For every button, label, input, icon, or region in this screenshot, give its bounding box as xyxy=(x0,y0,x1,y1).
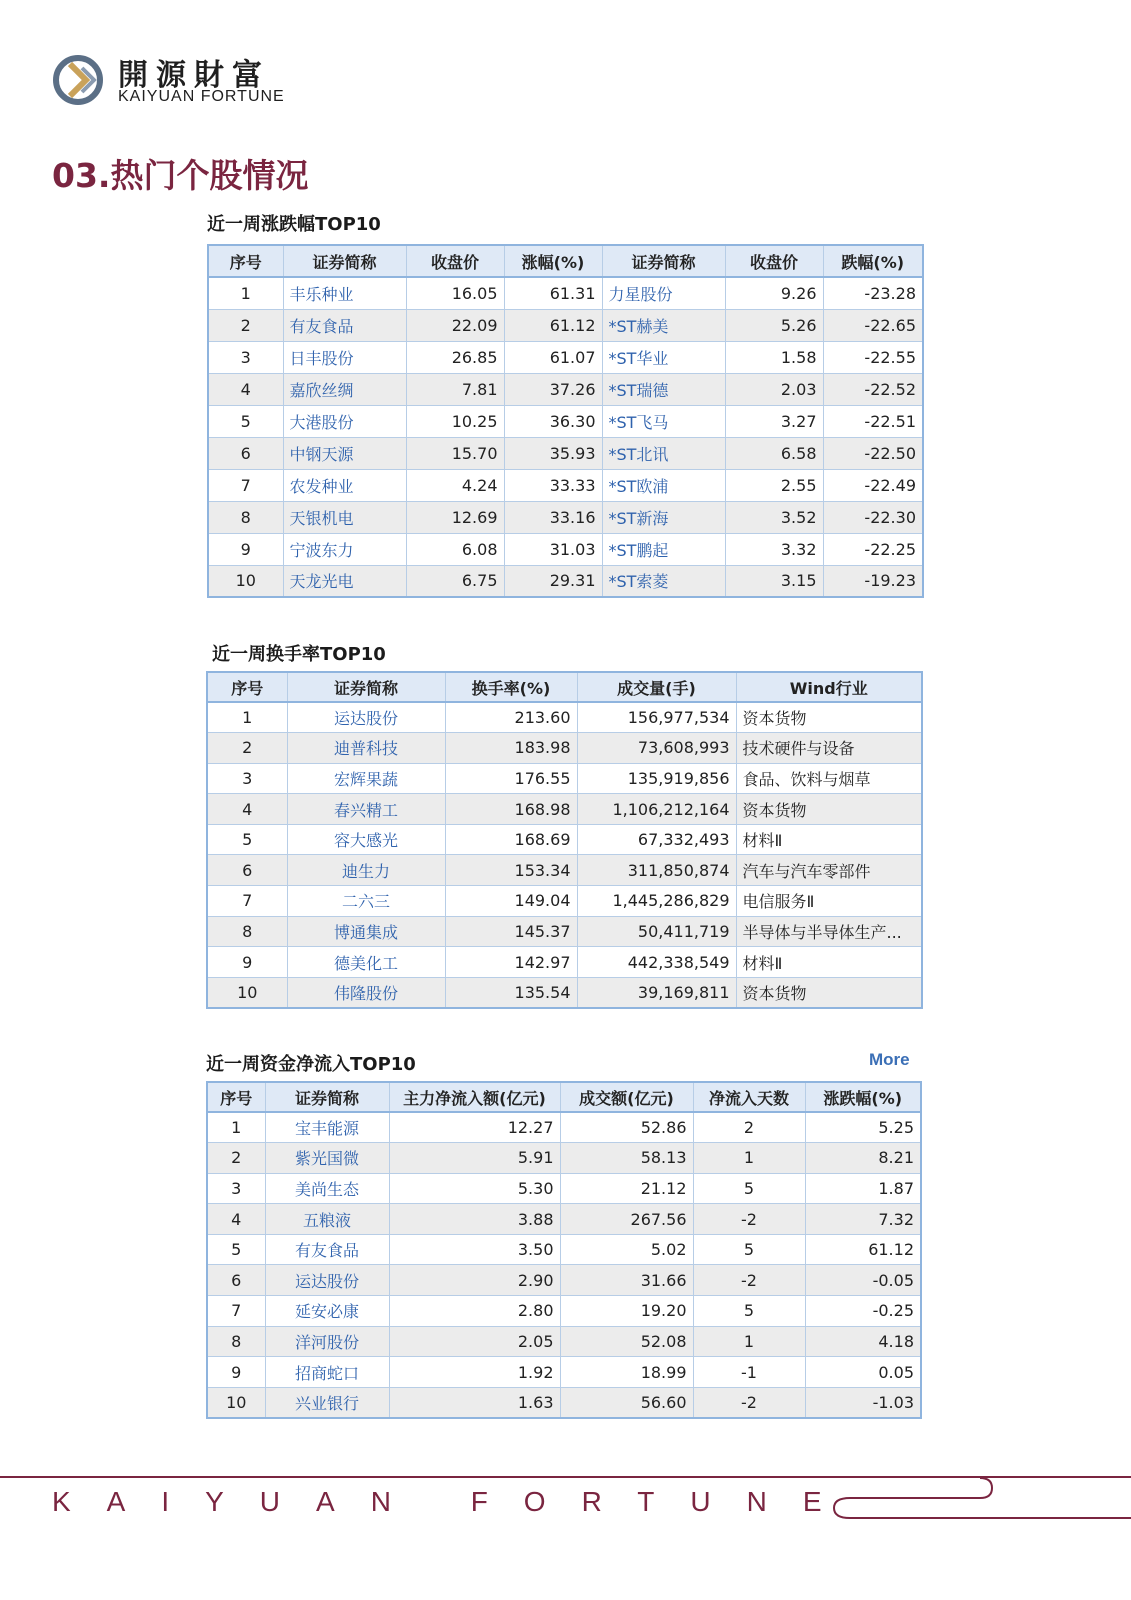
table-cell: 5.91 xyxy=(389,1143,560,1174)
table-cell: 9.26 xyxy=(725,277,823,309)
stock-name-link[interactable]: 宁波东力 xyxy=(283,533,406,565)
table-cell: 8 xyxy=(208,501,283,533)
table-cell: 5 xyxy=(207,824,287,855)
table-row xyxy=(207,1204,921,1235)
stock-name-link[interactable]: 力星股份 xyxy=(602,277,725,309)
column-header: 涨跌幅(%) xyxy=(805,1082,921,1112)
table-cell: 2 xyxy=(207,733,287,764)
table-cell: 168.98 xyxy=(445,794,577,825)
stock-name-link[interactable]: 大港股份 xyxy=(283,405,406,437)
table-cell: 7.81 xyxy=(406,373,504,405)
column-header: 成交额(亿元) xyxy=(560,1082,693,1112)
table-cell: -2 xyxy=(693,1204,805,1235)
stock-name-link[interactable]: 日丰股份 xyxy=(283,341,406,373)
table-row xyxy=(208,277,923,309)
table-cell: 3.88 xyxy=(389,1204,560,1235)
table-cell: 2 xyxy=(207,1143,265,1174)
table-cell: 2.55 xyxy=(725,469,823,501)
stock-name-link[interactable]: *ST赫美 xyxy=(602,309,725,341)
table-row xyxy=(208,437,923,469)
column-header: 收盘价 xyxy=(406,245,504,277)
table1-title: 近一周涨跌幅TOP10 xyxy=(207,214,381,235)
table-cell: 半导体与半导体生产... xyxy=(736,916,922,947)
table-cell: 33.16 xyxy=(504,501,602,533)
table-cell: 0.05 xyxy=(805,1357,921,1388)
stock-name-link[interactable]: *ST索菱 xyxy=(602,565,725,597)
table-cell: 22.09 xyxy=(406,309,504,341)
table-cell: 9 xyxy=(208,533,283,565)
table-cell: 5 xyxy=(208,405,283,437)
stock-name-link[interactable]: 有友食品 xyxy=(265,1234,389,1265)
table-cell: 442,338,549 xyxy=(577,947,736,978)
brand-name-en: KAIYUAN FORTUNE xyxy=(118,88,285,105)
table-cell: 3.32 xyxy=(725,533,823,565)
table-cell: 156,977,534 xyxy=(577,702,736,733)
table-cell: 汽车与汽车零部件 xyxy=(736,855,922,886)
table-cell: 142.97 xyxy=(445,947,577,978)
table-cell: 5 xyxy=(207,1234,265,1265)
table-cell: 37.26 xyxy=(504,373,602,405)
stock-name-link[interactable]: *ST鹏起 xyxy=(602,533,725,565)
table-cell: 1 xyxy=(208,277,283,309)
table-cell: 2.90 xyxy=(389,1265,560,1296)
table-cell: 2.05 xyxy=(389,1326,560,1357)
column-header: 证券简称 xyxy=(602,245,725,277)
table-cell: 1.92 xyxy=(389,1357,560,1388)
table-cell: 145.37 xyxy=(445,916,577,947)
table-cell: 1 xyxy=(207,702,287,733)
table-cell: 58.13 xyxy=(560,1143,693,1174)
table-cell: 311,850,874 xyxy=(577,855,736,886)
table-cell: 39,169,811 xyxy=(577,977,736,1008)
table2-title: 近一周换手率TOP10 xyxy=(212,644,386,665)
table-cell: 36.30 xyxy=(504,405,602,437)
turnover-top10-table xyxy=(206,671,923,1009)
table-cell: 1,106,212,164 xyxy=(577,794,736,825)
table-cell: 6.75 xyxy=(406,565,504,597)
table-cell: 5.25 xyxy=(805,1112,921,1143)
table-cell: -2 xyxy=(693,1387,805,1418)
table-cell: 8.21 xyxy=(805,1143,921,1174)
table-cell: 2.03 xyxy=(725,373,823,405)
table-cell: 21.12 xyxy=(560,1173,693,1204)
table-cell: -22.55 xyxy=(823,341,923,373)
price-change-top10-table xyxy=(207,244,924,598)
stock-name-link[interactable]: 兴业银行 xyxy=(265,1387,389,1418)
table-cell: 3.52 xyxy=(725,501,823,533)
table-row xyxy=(207,916,922,947)
table-cell: 176.55 xyxy=(445,763,577,794)
table-cell: 电信服务Ⅱ xyxy=(736,886,922,917)
more-link[interactable]: More xyxy=(869,1050,910,1069)
table-cell: 26.85 xyxy=(406,341,504,373)
stock-name-link[interactable]: 运达股份 xyxy=(287,702,445,733)
table-row xyxy=(207,1234,921,1265)
table-cell: 1.87 xyxy=(805,1173,921,1204)
column-header: 换手率(%) xyxy=(445,672,577,702)
stock-name-link[interactable]: *ST欧浦 xyxy=(602,469,725,501)
table-cell: 52.86 xyxy=(560,1112,693,1143)
table-cell: 资本货物 xyxy=(736,702,922,733)
column-header: 跌幅(%) xyxy=(823,245,923,277)
table-cell: 2 xyxy=(693,1112,805,1143)
table-cell: -1.03 xyxy=(805,1387,921,1418)
stock-name-link[interactable]: 容大感光 xyxy=(287,824,445,855)
table-cell: 4 xyxy=(208,373,283,405)
stock-name-link[interactable]: 嘉欣丝绸 xyxy=(283,373,406,405)
stock-name-link[interactable]: 运达股份 xyxy=(265,1265,389,1296)
table-cell: -1 xyxy=(693,1357,805,1388)
column-header: 序号 xyxy=(207,1082,265,1112)
table-cell: 35.93 xyxy=(504,437,602,469)
table-row xyxy=(208,565,923,597)
table-row xyxy=(208,309,923,341)
table-row xyxy=(208,405,923,437)
stock-name-link[interactable]: 有友食品 xyxy=(283,309,406,341)
table-cell: 10 xyxy=(207,1387,265,1418)
stock-name-link[interactable]: 五粮液 xyxy=(265,1204,389,1235)
table-cell: -0.25 xyxy=(805,1296,921,1327)
stock-name-link[interactable]: 天银机电 xyxy=(283,501,406,533)
table-cell: 168.69 xyxy=(445,824,577,855)
table-cell: 19.20 xyxy=(560,1296,693,1327)
table-row xyxy=(207,794,922,825)
table-cell: 10 xyxy=(207,977,287,1008)
table-row xyxy=(207,1112,921,1143)
table-cell: 材料Ⅱ xyxy=(736,824,922,855)
table-row xyxy=(208,501,923,533)
table-cell: 1 xyxy=(693,1143,805,1174)
table-cell: 52.08 xyxy=(560,1326,693,1357)
table-cell: -22.51 xyxy=(823,405,923,437)
column-header: 净流入天数 xyxy=(693,1082,805,1112)
table-cell: 18.99 xyxy=(560,1357,693,1388)
column-header: 证券简称 xyxy=(283,245,406,277)
table-cell: 267.56 xyxy=(560,1204,693,1235)
stock-name-link[interactable]: *ST新海 xyxy=(602,501,725,533)
table-cell: 5.30 xyxy=(389,1173,560,1204)
table-row xyxy=(207,733,922,764)
table-cell: 5 xyxy=(693,1234,805,1265)
table-row xyxy=(207,1296,921,1327)
stock-name-link[interactable]: 农发种业 xyxy=(283,469,406,501)
table-cell: 1.58 xyxy=(725,341,823,373)
table-cell: 6 xyxy=(207,1265,265,1296)
stock-name-link[interactable]: 招商蛇口 xyxy=(265,1357,389,1388)
table-cell: 7.32 xyxy=(805,1204,921,1235)
table-cell: 183.98 xyxy=(445,733,577,764)
table-cell: 73,608,993 xyxy=(577,733,736,764)
table-row xyxy=(208,533,923,565)
table-cell: -0.05 xyxy=(805,1265,921,1296)
column-header: Wind行业 xyxy=(736,672,922,702)
table-cell: 16.05 xyxy=(406,277,504,309)
stock-name-link[interactable]: 伟隆股份 xyxy=(287,977,445,1008)
table-cell: 5.02 xyxy=(560,1234,693,1265)
table3-title: 近一周资金净流入TOP10 xyxy=(206,1054,416,1075)
table-row xyxy=(207,1265,921,1296)
stock-name-link[interactable]: 洋河股份 xyxy=(265,1326,389,1357)
stock-name-link[interactable]: 丰乐种业 xyxy=(283,277,406,309)
table-cell: 153.34 xyxy=(445,855,577,886)
stock-name-link[interactable]: 春兴精工 xyxy=(287,794,445,825)
stock-name-link[interactable]: 延安必康 xyxy=(265,1296,389,1327)
table-cell: 资本货物 xyxy=(736,794,922,825)
table-cell: 6.08 xyxy=(406,533,504,565)
table-row xyxy=(208,341,923,373)
table-cell: 135,919,856 xyxy=(577,763,736,794)
brand-logo xyxy=(52,50,292,110)
table-cell: -23.28 xyxy=(823,277,923,309)
table-cell: 材料Ⅱ xyxy=(736,947,922,978)
table-cell: 33.33 xyxy=(504,469,602,501)
stock-name-link[interactable]: *ST飞马 xyxy=(602,405,725,437)
stock-name-link[interactable]: *ST北讯 xyxy=(602,437,725,469)
table-cell: 10.25 xyxy=(406,405,504,437)
column-header: 成交量(手) xyxy=(577,672,736,702)
table-row xyxy=(207,763,922,794)
table-row xyxy=(207,824,922,855)
table-row xyxy=(207,1173,921,1204)
table-cell: 8 xyxy=(207,1326,265,1357)
table-cell: 50,411,719 xyxy=(577,916,736,947)
table-cell: 61.12 xyxy=(504,309,602,341)
stock-name-link[interactable]: 博通集成 xyxy=(287,916,445,947)
stock-name-link[interactable]: 天龙光电 xyxy=(283,565,406,597)
table-cell: 7 xyxy=(207,886,287,917)
table-cell: 29.31 xyxy=(504,565,602,597)
table-row xyxy=(207,886,922,917)
table-row xyxy=(207,977,922,1008)
table-cell: 67,332,493 xyxy=(577,824,736,855)
section-title: 03.热门个股情况 xyxy=(52,156,309,195)
table-cell: 8 xyxy=(207,916,287,947)
table-cell: 3.15 xyxy=(725,565,823,597)
footer-decoration-icon xyxy=(830,1476,1131,1520)
table-cell: 2.80 xyxy=(389,1296,560,1327)
table-row xyxy=(207,1357,921,1388)
stock-name-link[interactable]: *ST华业 xyxy=(602,341,725,373)
table-cell: 61.07 xyxy=(504,341,602,373)
stock-name-link[interactable]: 宏辉果蔬 xyxy=(287,763,445,794)
kaiyuan-logo-icon xyxy=(52,54,104,106)
table-cell: 56.60 xyxy=(560,1387,693,1418)
table-cell: 31.03 xyxy=(504,533,602,565)
table-cell: 3.50 xyxy=(389,1234,560,1265)
table-cell: 4.24 xyxy=(406,469,504,501)
table-cell: 1.63 xyxy=(389,1387,560,1418)
table-cell: 3 xyxy=(207,763,287,794)
table-row xyxy=(207,1326,921,1357)
table-cell: 149.04 xyxy=(445,886,577,917)
table-row xyxy=(207,855,922,886)
table-cell: -19.23 xyxy=(823,565,923,597)
stock-name-link[interactable]: 美尚生态 xyxy=(265,1173,389,1204)
column-header: 证券简称 xyxy=(287,672,445,702)
table-row xyxy=(207,1387,921,1418)
table-row xyxy=(207,947,922,978)
column-header: 收盘价 xyxy=(725,245,823,277)
stock-name-link[interactable]: 中钢天源 xyxy=(283,437,406,469)
column-header: 序号 xyxy=(207,672,287,702)
table-row xyxy=(207,1143,921,1174)
brand-name-cn: 開源財富 xyxy=(118,58,270,93)
table-cell: 2 xyxy=(208,309,283,341)
table-cell: 7 xyxy=(208,469,283,501)
column-header: 证券简称 xyxy=(265,1082,389,1112)
table-cell: 12.69 xyxy=(406,501,504,533)
table-cell: 1 xyxy=(693,1326,805,1357)
table-cell: -22.49 xyxy=(823,469,923,501)
table-cell: 10 xyxy=(208,565,283,597)
table-row xyxy=(207,702,922,733)
table-cell: 6 xyxy=(208,437,283,469)
net-inflow-top10-table xyxy=(206,1081,922,1419)
table-cell: 4 xyxy=(207,1204,265,1235)
stock-name-link[interactable]: 二六三 xyxy=(287,886,445,917)
table-cell: -22.25 xyxy=(823,533,923,565)
table-cell: 资本货物 xyxy=(736,977,922,1008)
table-cell: 7 xyxy=(207,1296,265,1327)
table-cell: 6 xyxy=(207,855,287,886)
table-cell: 213.60 xyxy=(445,702,577,733)
table-cell: 3.27 xyxy=(725,405,823,437)
table-cell: 61.31 xyxy=(504,277,602,309)
column-header: 涨幅(%) xyxy=(504,245,602,277)
table-cell: 4 xyxy=(207,794,287,825)
stock-name-link[interactable]: *ST瑞德 xyxy=(602,373,725,405)
table-cell: 5 xyxy=(693,1296,805,1327)
table-cell: -2 xyxy=(693,1265,805,1296)
table-cell: 31.66 xyxy=(560,1265,693,1296)
table-cell: -22.52 xyxy=(823,373,923,405)
table-cell: 135.54 xyxy=(445,977,577,1008)
table-cell: -22.50 xyxy=(823,437,923,469)
table-cell: 12.27 xyxy=(389,1112,560,1143)
table-cell: 9 xyxy=(207,1357,265,1388)
column-header: 主力净流入额(亿元) xyxy=(389,1082,560,1112)
table-cell: 食品、饮料与烟草 xyxy=(736,763,922,794)
table-cell: 15.70 xyxy=(406,437,504,469)
stock-name-link[interactable]: 迪生力 xyxy=(287,855,445,886)
stock-name-link[interactable]: 迪普科技 xyxy=(287,733,445,764)
stock-name-link[interactable]: 紫光国微 xyxy=(265,1143,389,1174)
table-cell: 9 xyxy=(207,947,287,978)
table-cell: 3 xyxy=(207,1173,265,1204)
table-cell: 技术硬件与设备 xyxy=(736,733,922,764)
table-cell: 6.58 xyxy=(725,437,823,469)
table-cell: -22.65 xyxy=(823,309,923,341)
table-row xyxy=(208,373,923,405)
column-header: 序号 xyxy=(208,245,283,277)
stock-name-link[interactable]: 德美化工 xyxy=(287,947,445,978)
table-cell: 1,445,286,829 xyxy=(577,886,736,917)
table-cell: 1 xyxy=(207,1112,265,1143)
table-cell: 4.18 xyxy=(805,1326,921,1357)
table-cell: -22.30 xyxy=(823,501,923,533)
footer-brand-text: KAIYUAN FORTUNE xyxy=(52,1486,858,1517)
table-cell: 5 xyxy=(693,1173,805,1204)
table-cell: 3 xyxy=(208,341,283,373)
stock-name-link[interactable]: 宝丰能源 xyxy=(265,1112,389,1143)
table-cell: 61.12 xyxy=(805,1234,921,1265)
table-cell: 5.26 xyxy=(725,309,823,341)
table-row xyxy=(208,469,923,501)
